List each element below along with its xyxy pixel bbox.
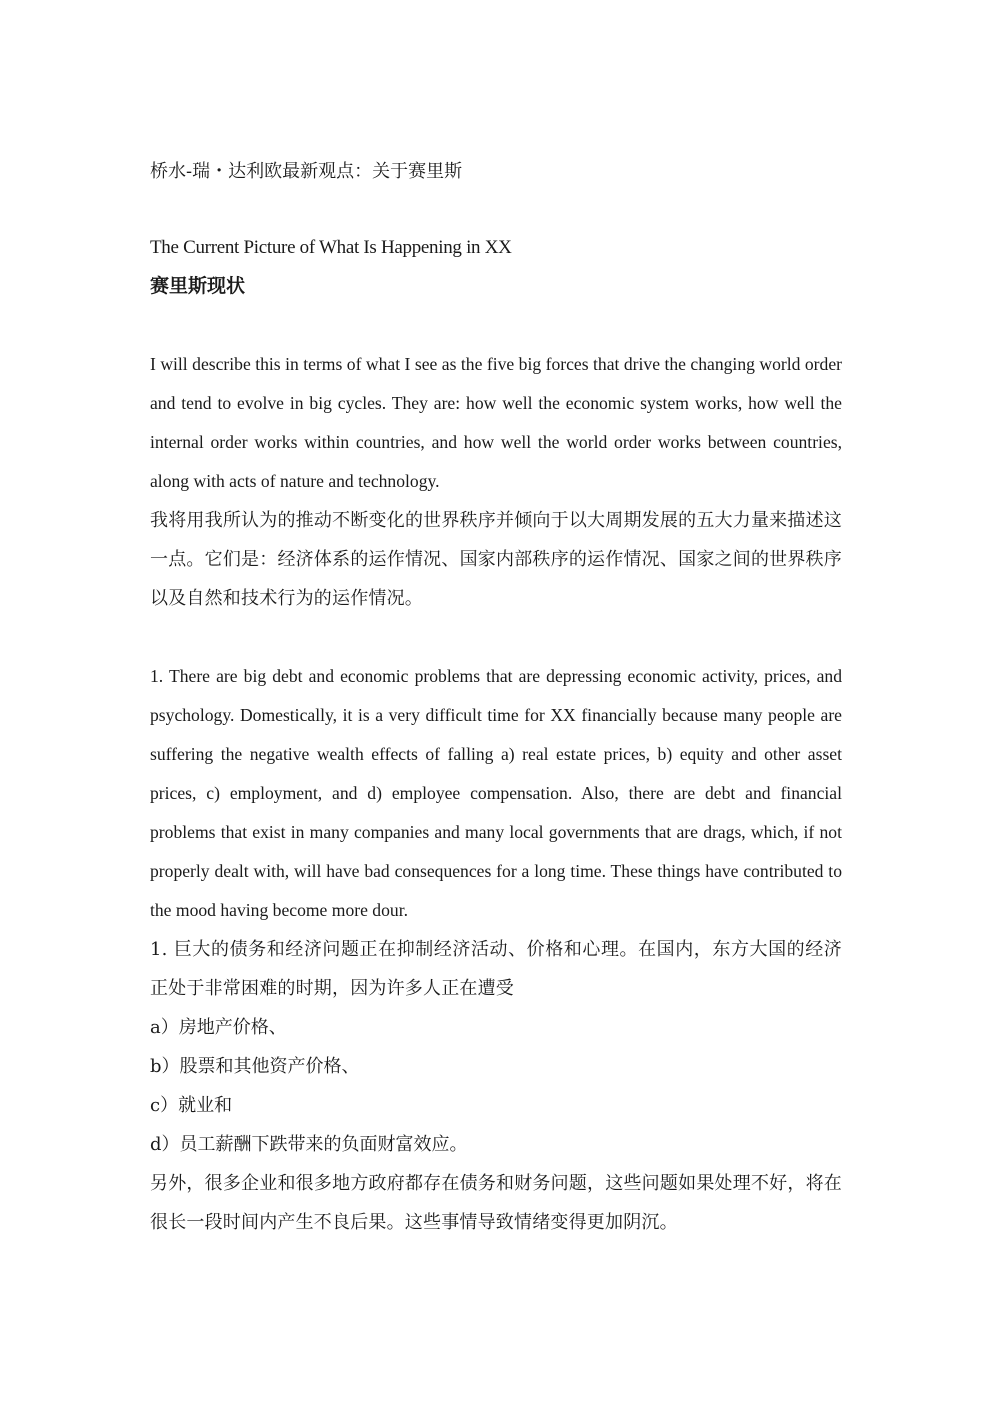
point1-list-item: b）股票和其他资产价格、 — [150, 1056, 360, 1077]
point1-paragraph-en: 1. There are big debt and economic problems that are depressing economic activity, prices, and psychology. Domestically, it is a very difficult time for XX financially because many people are suffering the negative wealth effects of falling a) real estate prices, b) equity and other asset prices, c) employment, and d) employee compensation. Also, there are debt and financial problems that exist in many companies and many local governments that are drags, which, if not properly dealt with, will have bad consequences for a long time. These things have contributed to the mood having become more dour. — [150, 666, 842, 920]
document-page — [150, 150, 842, 1242]
point1-paragraph-zh: 1. 巨大的债务和经济问题正在抑制经济活动、价格和心理。在国内，东方大国的经济正处于非常困难的时期，因为许多人正在遭受 — [150, 939, 842, 999]
point1-closing-zh: 另外，很多企业和很多地方政府都存在债务和财务问题，这些问题如果处理不好，将在很长一段时间内产生不良后果。这些事情导致情绪变得更加阴沉。 — [150, 1173, 842, 1233]
spacer — [150, 618, 842, 657]
document-title: 桥水-瑞・达利欧最新观点：关于赛里斯 — [150, 161, 463, 182]
intro-paragraph-en: I will describe this in terms of what I see as the five big forces that drive the changing world order and tend to evolve in big cycles. They are: how well the economic system works, how well the internal order works within countries, and how well the world order works between countries, along with acts of nature and technology. — [150, 354, 842, 491]
point1-list-item: a）房地产价格、 — [150, 1017, 287, 1038]
section-heading-en: The Current Picture of What Is Happening in XX — [150, 237, 512, 258]
spacer — [150, 194, 842, 228]
spacer — [150, 306, 842, 345]
point1-list-item: c）就业和 — [150, 1095, 233, 1116]
section-heading-zh: 赛里斯现状 — [150, 275, 246, 297]
intro-paragraph-zh: 我将用我所认为的推动不断变化的世界秩序并倾向于以大周期发展的五大力量来描述这一点。它们是：经济体系的运作情况、国家内部秩序的运作情况、国家之间的世界秩序以及自然和技术行为的运作情况。 — [150, 510, 842, 609]
point1-list-item: d）员工薪酬下跌带来的负面财富效应。 — [150, 1134, 468, 1155]
